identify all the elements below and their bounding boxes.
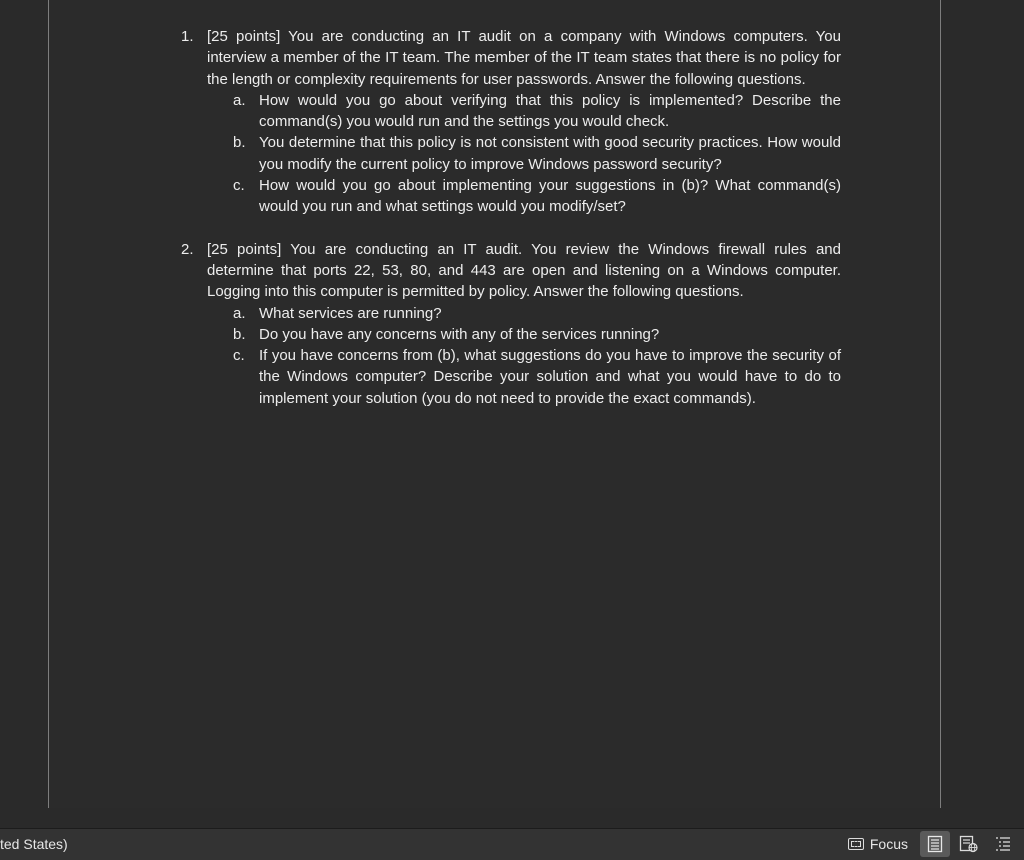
outline-button[interactable] (988, 831, 1018, 857)
sub-question-list (233, 90, 841, 218)
outline-icon (994, 835, 1012, 853)
page-gap (0, 808, 1024, 828)
focus-icon (848, 838, 864, 850)
status-bar (0, 828, 1024, 860)
sub-question (233, 324, 841, 345)
sub-question-letter: b. (233, 325, 246, 343)
sub-question (233, 303, 841, 324)
sub-question-text: If you have concerns from (b), what suggestions do you have to improve the security of the Windows computer? Describe your solution and what you would have to do to implement your solution (you do not need to provide the exact commands). (259, 347, 841, 407)
sub-question-letter: b. (233, 134, 246, 152)
sub-question-letter: a. (233, 304, 246, 322)
sub-question-text: You determine that this policy is not consistent with good security practices. How would you modify the current policy to improve Windows password security? (259, 134, 841, 173)
question-text: [25 points] You are conducting an IT audit. You review the Windows firewall rules and determine that ports 22, 53, 80, and 443 are open and listening on a Windows computer. Logging into this computer is permitted by policy. Answer the following questions. (207, 240, 841, 301)
document-page[interactable] (48, 0, 941, 808)
question-number: 1. (181, 28, 194, 45)
print-layout-button[interactable] (920, 831, 950, 857)
document-content (181, 26, 841, 430)
question-1 (181, 26, 841, 218)
sub-question (233, 90, 841, 133)
sub-question-letter: a. (233, 91, 246, 109)
focus-button[interactable] (846, 831, 916, 857)
web-layout-button[interactable] (954, 831, 984, 857)
focus-label: Focus (869, 836, 908, 852)
sub-question (233, 345, 841, 409)
web-layout-icon (959, 835, 979, 853)
language-status[interactable]: ted States) (0, 836, 68, 852)
sub-question-text: How would you go about verifying that this policy is implemented? Describe the command(s) you would run and the settings you would check. (259, 91, 841, 131)
question-body (207, 26, 841, 218)
sub-question (233, 132, 841, 175)
question-number: 2. (181, 240, 194, 258)
question-2 (181, 239, 841, 409)
view-controls (846, 831, 1018, 857)
print-layout-icon (926, 835, 944, 853)
sub-question-text: What services are running? (259, 304, 442, 322)
sub-question-letter: c. (233, 347, 245, 365)
sub-question-letter: c. (233, 177, 245, 195)
sub-question-text: Do you have any concerns with any of the services running? (259, 325, 660, 343)
question-text: [25 points] You are conducting an IT audit on a company with Windows computers. You interview a member of the IT team. The member of the IT team states that there is no policy for the length or complexity requirements for user passwords. Answer the following questions. (207, 28, 841, 88)
sub-question-list (233, 303, 841, 409)
sub-question (233, 175, 841, 218)
sub-question-text: How would you go about implementing your suggestions in (b)? What command(s) would you run and what settings would you modify/set? (259, 177, 841, 216)
question-body (207, 239, 841, 409)
